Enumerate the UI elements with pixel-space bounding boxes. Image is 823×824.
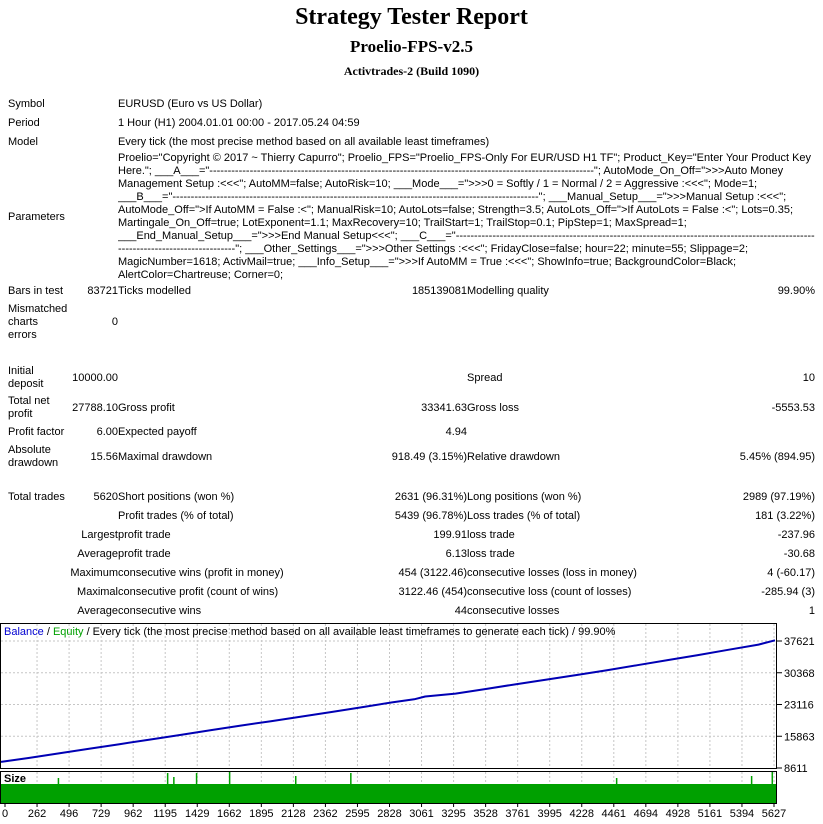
stat-value: -5553.53 (771, 401, 815, 414)
stat-label: consecutive profit (count of wins) (118, 586, 279, 598)
row-label: Maximal (77, 586, 118, 598)
size-spike-bar (58, 778, 60, 784)
x-axis-label: 3061 (409, 808, 434, 820)
table-row (8, 282, 815, 301)
x-axis-label: 5161 (697, 808, 723, 820)
row-header-cell (8, 526, 118, 545)
row-label: Model (8, 136, 38, 148)
table-row (8, 301, 815, 343)
row-label: Total trades (8, 491, 65, 503)
chart-svg (0, 623, 823, 824)
row-label: Average (77, 605, 118, 617)
table-row (8, 363, 815, 393)
row-label: Absolute drawdown (8, 444, 59, 469)
x-axis-label: 5627 (761, 808, 787, 820)
table-row (8, 526, 815, 545)
row-header-cell (8, 114, 118, 133)
stat-value (640, 423, 815, 442)
x-axis-label: 262 (27, 808, 47, 820)
stat-value: 99.90% (777, 285, 815, 297)
row-value: 10000.00 (72, 371, 118, 384)
x-axis-label: 1429 (185, 808, 210, 820)
x-axis-label: 2128 (281, 808, 306, 820)
stat-label: loss trade (467, 529, 515, 541)
stat-label: loss trade (467, 548, 515, 560)
row-header-cell (8, 583, 118, 602)
stat-value: 185139081 (411, 285, 467, 297)
legend-balance: Balance (4, 626, 44, 638)
stat-label: consecutive loss (count of losses) (467, 586, 632, 598)
y-axis-label: 23116 (784, 699, 814, 712)
row-wide-value: Every tick (the most precise method based on all available least timeframes) (118, 136, 490, 148)
size-spike-bar (616, 778, 618, 784)
stat-value: 199.91 (433, 529, 467, 541)
stat-label: Expected payoff (118, 426, 197, 438)
stat-label: Profit trades (% of total) (118, 510, 234, 522)
row-header-cell (8, 282, 118, 301)
row-header-cell (8, 545, 118, 564)
y-axis-label: 37621 (784, 636, 815, 648)
row-header-cell (8, 602, 118, 621)
row-label: Initial deposit (8, 365, 44, 390)
size-base-bar (1, 784, 776, 804)
size-spike-bar (295, 776, 297, 784)
stat-value: 2631 (96.31%) (394, 491, 467, 503)
table-row (8, 602, 815, 621)
size-spike-bar (196, 773, 198, 784)
legend-equity: Equity (52, 626, 84, 638)
legend-sep: / (43, 626, 53, 638)
y-axis-label: 30368 (784, 667, 815, 680)
stat-value: 918.49 (3.15%) (391, 450, 467, 463)
row-value: 0 (111, 315, 118, 328)
stat-label (467, 423, 640, 442)
x-axis-label: 3995 (537, 808, 562, 820)
stat-value (640, 301, 815, 343)
row-label: Largest (81, 529, 118, 541)
table-row (8, 423, 815, 442)
stat-label: Spread (467, 371, 503, 384)
parameters-text: Proelio="Copyright © 2017 ~ Thierry Capurro"; Proelio_FPS="Proelio_FPS-Only For EUR/USD H1 TF"; Product_Key="Enter Your Product Key Here."; ___A___="---------------------------------------------------------------------------------------------------------"; AutoMode_On_Off=">>>Auto Money Management Setup :<<<"; AutoMM=false; AutoRisk=10; ___Mode___=">>>0 = Softly / 1 = Normal / 2 = Aggressive :<<<"; Mode=1; ___B___="----------------------------------------------------------------------------------------------------"; ___Manual_Setup___=">>>Manual Setup :<<<"; AutoMode_Off=">If AutoMM = False :<"; ManualRisk=10; AutoLots=false; Strength=3.5; AutoLots_Off=">If AutoLots = False :<"; Lots=0.35; Martingale_On_Off=true; LotExponent=1.1; MaxRecovery=10; TrailStart=1; TrailStop=0.1; PipStep=1; MaxSpread=1; ___End_Manual_Setup___=">>>End Manual Setup<<<"; ___C___="----------------------------------------------------------------------------------------------------------------------------------"; ___Other_Settings___=">>>Other Settings :<<<"; FridayClose=false; hour=22; minute=55; Slippage=2; MagicNumber=1618; ActivMail=true; ___Info_Setup___=">>>If AutoMM = True :<<<"; ShowInfo=true; BackgroundColor=Black; AlertColor=Chartreuse; Corner=0; (118, 152, 815, 281)
x-axis-label: 2362 (313, 808, 338, 820)
y-axis-label: 8611 (784, 763, 808, 775)
stat-value: -237.96 (777, 529, 815, 541)
x-axis-label: 962 (123, 808, 143, 820)
table-row (8, 152, 815, 282)
stat-value (357, 363, 467, 393)
size-spike-bar (772, 772, 774, 784)
table-row (8, 583, 815, 602)
table-row (8, 545, 815, 564)
x-axis-label: 4928 (665, 808, 691, 820)
size-spike-bar (751, 776, 753, 784)
stat-label: consecutive losses (467, 605, 560, 617)
report-table-body (8, 95, 815, 621)
spacer-row-cell (8, 472, 815, 488)
broker-build: Activtrades-2 (Build 1090) (343, 64, 480, 78)
stat-value: 33341.63 (421, 401, 467, 414)
table-row (8, 488, 815, 507)
x-axis-label: 3295 (441, 808, 466, 820)
table-row (8, 507, 815, 526)
x-axis-label: 4694 (633, 808, 659, 820)
row-header-cell (8, 488, 118, 507)
stat-label: consecutive wins (profit in money) (118, 567, 284, 579)
table-row (8, 114, 815, 133)
chart-legend (4, 626, 615, 638)
stat-value: 5439 (96.78%) (394, 510, 467, 522)
x-axis-label: 3528 (473, 808, 498, 820)
page-title: Strategy Tester Report (295, 4, 528, 30)
x-axis-label: 5394 (729, 808, 755, 820)
stat-value: -30.68 (783, 548, 815, 560)
table-row (8, 133, 815, 152)
row-value: 83721 (87, 285, 118, 297)
row-header-cell (8, 301, 118, 343)
size-spike-bar (350, 773, 352, 784)
x-axis-label: 2595 (345, 808, 370, 820)
stat-value: 2989 (97.19%) (742, 491, 815, 503)
row-header-cell (8, 442, 118, 472)
table-row (8, 472, 815, 488)
stat-label (118, 301, 357, 343)
expert-name: Proelio-FPS-v2.5 (350, 37, 473, 56)
stat-label: Loss trades (% of total) (467, 510, 581, 522)
row-header-cell (8, 393, 118, 423)
table-row (8, 393, 815, 423)
stat-value: 454 (3122.46) (398, 567, 467, 579)
row-value: 5620 (93, 491, 118, 503)
x-axis-label: 1195 (153, 808, 178, 820)
legend-model: / Every tick (the most precise method based on all available least timeframes to generate each tick) / 99.90% (83, 626, 616, 638)
row-header-cell (8, 507, 118, 526)
y-axis-label: 15863 (784, 731, 815, 744)
size-spike-bar (229, 772, 231, 784)
x-axis-label: 729 (91, 808, 111, 820)
row-header-cell (8, 133, 118, 152)
x-axis-label: 4461 (601, 808, 627, 820)
row-label: Parameters (8, 210, 65, 223)
x-axis-label: 1662 (217, 808, 242, 820)
stat-value: 4 (-60.17) (767, 567, 815, 579)
row-header-cell (8, 95, 118, 114)
table-row (8, 343, 815, 363)
row-wide-value: 1 Hour (H1) 2004.01.01 00:00 - 2017.05.24 04:59 (118, 117, 360, 129)
stat-value: 44 (454, 605, 467, 617)
stat-value: 3122.46 (454) (398, 586, 467, 598)
stat-label: Modelling quality (467, 285, 549, 297)
table-row (8, 564, 815, 583)
stat-label: Long positions (won %) (467, 491, 582, 503)
stat-label: Maximal drawdown (118, 450, 213, 463)
row-header-cell (8, 423, 118, 442)
row-label: Period (8, 117, 40, 129)
stat-value: -285.94 (3) (761, 586, 815, 598)
stat-value: 1 (808, 605, 815, 617)
balance-chart (0, 623, 823, 824)
row-label: Mismatched charts errors (8, 302, 68, 341)
stat-value: 10 (802, 371, 815, 384)
stat-value: 4.94 (445, 426, 467, 438)
stat-value: 6.13 (445, 548, 467, 560)
stat-label (118, 363, 357, 393)
stat-label: Short positions (won %) (118, 491, 235, 503)
stat-label (467, 301, 640, 343)
table-row (8, 95, 815, 114)
row-header-cell (8, 363, 118, 393)
stat-label: Gross loss (467, 401, 519, 414)
stat-label: Gross profit (118, 401, 175, 414)
size-panel-label: Size (4, 773, 27, 785)
x-axis-label: 3761 (505, 808, 530, 820)
row-label: Profit factor (8, 426, 65, 438)
x-axis-label: 4228 (569, 808, 594, 820)
row-label: Bars in test (8, 285, 64, 297)
stat-value: 181 (3.22%) (755, 510, 815, 522)
row-label: Symbol (8, 98, 45, 110)
stat-label: Ticks modelled (118, 285, 191, 297)
report-header (0, 4, 823, 79)
row-value: 27788.10 (72, 401, 118, 414)
stat-label: consecutive losses (loss in money) (467, 567, 637, 579)
stat-label: consecutive wins (118, 605, 202, 617)
spacer-row-cell (8, 343, 815, 363)
row-header-cell (8, 564, 118, 583)
row-value: 15.56 (90, 450, 118, 463)
row-wide-value: EURUSD (Euro vs US Dollar) (118, 98, 263, 110)
size-spike-bar (173, 777, 175, 784)
main-panel-bg (1, 624, 777, 769)
x-axis-label: 496 (59, 808, 79, 820)
x-axis-label: 1895 (249, 808, 274, 820)
row-label: Total net profit (8, 395, 50, 420)
stat-value: 5.45% (894.95) (739, 450, 815, 463)
stat-label: profit trade (118, 548, 171, 560)
size-spike-bar (167, 773, 169, 784)
x-axis-label: 0 (1, 808, 9, 820)
row-label: Maximum (70, 567, 118, 579)
row-value: 6.00 (96, 426, 118, 438)
row-header-cell (8, 152, 118, 282)
table-row (8, 442, 815, 472)
stat-value (357, 301, 467, 343)
stat-label: Relative drawdown (467, 450, 560, 463)
row-label: Average (77, 548, 118, 560)
stat-label: profit trade (118, 529, 171, 541)
report-table (8, 95, 815, 621)
x-axis-label: 2828 (377, 808, 402, 820)
